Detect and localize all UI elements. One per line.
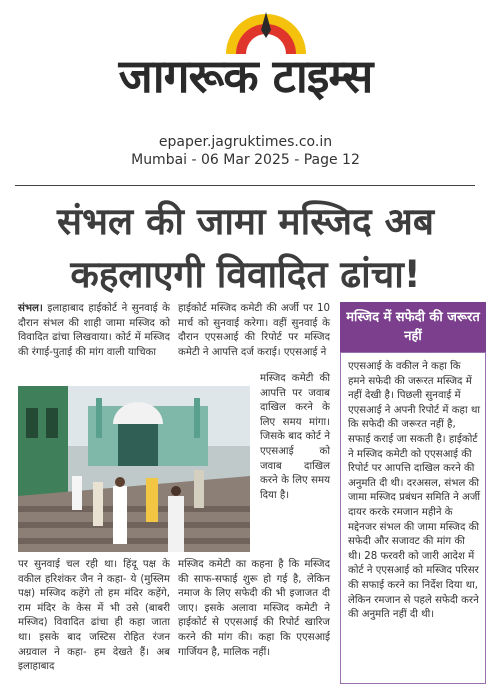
sidebar-title: मस्जिद में सफेदी की जरूरत नहीं — [340, 302, 486, 352]
article-column-1-bottom: पर सुनवाई चल रही था। हिंदू पक्ष के वकील हरिशंकर जैन ने कहा- ये (मुस्लिम पक्ष) मस्जिद कहेंगे तो हम मंदिर कहेंगे, राम मंदिर के केस में भी उसे (बाबरी मस्जिद) विवादित ढांचा ही कहा जाता था। इसके बाद जस्टिस रोहित रंजन अग्रवाल ने कहा- हम देखते हैं। अब इलाहाबाद — [18, 559, 170, 673]
article-column-2-narrow: मस्जिद कमेटी की आपत्ति पर जवाब दाखिल करने के लिए समय मांगा। जिसके बाद कोर्ट ने एएसआई को जवाब दाखिल करने के लिए समय दिया है। — [260, 373, 330, 501]
sidebar-text: एएसआई के वकील ने कहा कि हमने सफेदी की जरूरत मस्जिद में नहीं देखी है। पिछली सुनवाई में एएसआई ने अपनी रिपोर्ट में कहा था कि सफेदी की जरूरत नहीं है, सफाई कराई जा सकती है। हाईकोर्ट ने मस्जिद कमेटी को एएसआई की रिपोर्ट पर आपत्ति दाखिल करने की अनुमति दी थी। दरअसल, संभल की जामा मस्जिद प्रबंधन समिति ने अर्जी दायर करके रमजान महीने के मद्देनजर संभल की जामा मस्जिद की सफेदी और सजावट की मांग की थी। 28 फरवरी को जारी आदेश में कोर्ट ने एएसआई को मस्जिद परिसर की सफाई करने का निर्देश दिया था, लेकिन रमजान से पहले सफेदी करने की अनुमति नहीं दी थी। — [348, 361, 481, 621]
article-column-2-top: हाईकोर्ट मस्जिद कमेटी की अर्जी पर 10 मार्च को सुनवाई करेगा। वहीं सुनवाई के दौरान एएसआई की रिपोर्ट पर मस्जिद कमेटी ने आपत्ति दर्ज कराई। एएसआई ने — [178, 303, 330, 358]
headline-line-1: संभल की जामा मस्जिद अब — [57, 200, 434, 243]
sidebar-box — [340, 302, 486, 684]
masthead — [0, 0, 491, 168]
header-divider — [15, 185, 475, 186]
masthead-logo[interactable]: जागरूक टाइम्स — [118, 49, 373, 103]
article-column-2-bottom: मस्जिद कमेटी का कहना है कि मस्जिद की साफ-सफाई शुरू हो गई है, लेकिन नमाज के लिए सफेदी की भी इजाजत दी जाए। इसके अलावा मस्जिद कमेटी ने हाईकोर्ट से एएसआई की रिपोर्ट खारिज करने की मांग की। कहा कि एएसआई गार्जियन है, मालिक नहीं। — [178, 559, 330, 658]
mosque-photo — [18, 386, 250, 552]
dateline-place: संभल। — [18, 303, 43, 314]
edition-dateline: Mumbai - 06 Mar 2025 - Page 12 — [131, 152, 360, 168]
article-text: इलाहाबाद हाईकोर्ट ने सुनवाई के दौरान संभल की शाही जामा मस्जिद को विवादित ढांचा लिखवाया। कोर्ट में मस्जिद की रंगाई-पुताई की मांग वाली याचिका — [18, 303, 170, 358]
headline-line-2: कहलाएगी विवादित ढांचा! — [70, 253, 421, 296]
article-column-1-top — [18, 302, 170, 360]
epaper-url[interactable]: epaper.jagruktimes.co.in — [158, 134, 333, 150]
